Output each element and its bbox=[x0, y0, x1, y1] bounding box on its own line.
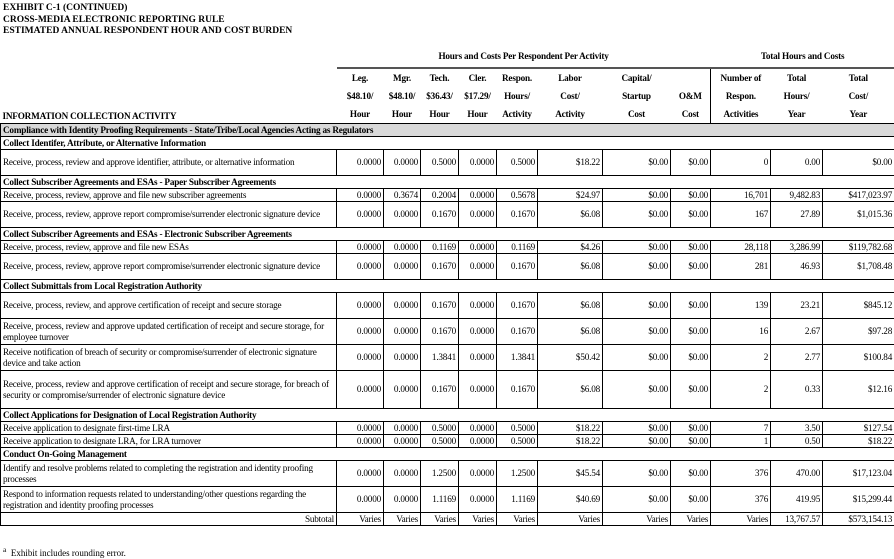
column-header-line: O&M bbox=[678, 91, 702, 101]
activity-label: Receive, process, review and approve certification of receipt and secure storage, for breach of security or compromise/surrender of electronic signature device bbox=[1, 371, 337, 409]
value-cell: 0.0000 bbox=[384, 150, 421, 176]
column-header-line: Cost/ bbox=[560, 91, 580, 101]
value-cell: 0.0000 bbox=[459, 241, 497, 254]
value-cell: $18.22 bbox=[538, 150, 603, 176]
value-cell: 0.0000 bbox=[384, 345, 421, 371]
value-cell: 46.93 bbox=[771, 254, 823, 280]
section-banner: Compliance with Identity Proofing Requirements - State/Tribe/Local Agencies Acting as Regulators bbox=[1, 124, 894, 137]
column-header-line: Total bbox=[787, 73, 807, 83]
subtotal-cell: Varies bbox=[459, 513, 497, 526]
value-cell: $1,708.48 bbox=[823, 254, 894, 280]
value-cell: $1,015.36 bbox=[823, 202, 894, 228]
value-cell: $0.00 bbox=[671, 293, 711, 319]
column-header-line: Capital/ bbox=[621, 73, 652, 83]
group-totals: Total Hours and Costs bbox=[760, 51, 845, 61]
column-header-line: Number of bbox=[720, 73, 762, 83]
group-per-activity: Hours and Costs Per Respondent Per Activity bbox=[438, 51, 609, 61]
column-header-line: Hour bbox=[429, 109, 450, 119]
activity-label: Receive, process, review, and approve certification of receipt and secure storage bbox=[1, 293, 337, 319]
activity-label: Receive, process, review and approve updated certification of receipt and secure storage, for employee turnover bbox=[1, 319, 337, 345]
table-row bbox=[1, 254, 894, 280]
value-cell: 0.0000 bbox=[337, 241, 384, 254]
activity-label: Receive notification of breach of security or compromise/surrender of electronic signature device and take action bbox=[1, 345, 337, 371]
column-header-line: Total bbox=[848, 73, 868, 83]
value-cell: $6.08 bbox=[538, 371, 603, 409]
value-cell: $0.00 bbox=[603, 293, 671, 319]
value-cell: 0.1670 bbox=[497, 202, 538, 228]
value-cell: $24.97 bbox=[538, 189, 603, 202]
column-header bbox=[384, 68, 421, 124]
column-header-line bbox=[671, 69, 711, 87]
column-header-line: Activity bbox=[502, 109, 532, 119]
value-cell: $15,299.44 bbox=[823, 487, 894, 513]
section-title: Collect Submittals from Local Registration Authority bbox=[1, 280, 894, 293]
value-cell: 0.0000 bbox=[337, 461, 384, 487]
value-cell: 419.95 bbox=[771, 487, 823, 513]
value-cell: 0.0000 bbox=[337, 422, 384, 435]
value-cell: 0.0000 bbox=[459, 487, 497, 513]
value-cell: 0.5000 bbox=[497, 422, 538, 435]
activity-label: Respond to information requests related to understanding/other questions regarding the registration and identity proofing processes bbox=[1, 487, 337, 513]
value-cell: 0.0000 bbox=[384, 319, 421, 345]
value-cell: $845.12 bbox=[823, 293, 894, 319]
value-cell: 2.67 bbox=[771, 319, 823, 345]
value-cell: $127.54 bbox=[823, 422, 894, 435]
column-header-line: $36.43/ bbox=[426, 91, 453, 101]
value-cell: $12.16 bbox=[823, 371, 894, 409]
subtotal-cell: Varies bbox=[671, 513, 711, 526]
value-cell: 0.0000 bbox=[459, 319, 497, 345]
value-cell: 0.1670 bbox=[421, 202, 459, 228]
value-cell: 0.00 bbox=[771, 150, 823, 176]
value-cell: $0.00 bbox=[603, 241, 671, 254]
value-cell: 1 bbox=[711, 435, 771, 448]
value-cell: $6.08 bbox=[538, 202, 603, 228]
column-header-line: Cost bbox=[627, 109, 646, 119]
value-cell: 0.0000 bbox=[459, 371, 497, 409]
table-row bbox=[1, 319, 894, 345]
value-cell: 0.0000 bbox=[337, 150, 384, 176]
table-row bbox=[1, 371, 894, 409]
value-cell: 0.0000 bbox=[384, 461, 421, 487]
value-cell: $100.84 bbox=[823, 345, 894, 371]
value-cell: 0.0000 bbox=[337, 293, 384, 319]
value-cell: $0.00 bbox=[671, 435, 711, 448]
footnote bbox=[3, 545, 126, 558]
value-cell: 0.0000 bbox=[459, 435, 497, 448]
value-cell: $0.00 bbox=[671, 189, 711, 202]
value-cell: $0.00 bbox=[603, 345, 671, 371]
column-header bbox=[711, 68, 771, 124]
column-header-line: $48.10/ bbox=[346, 91, 374, 101]
value-cell: 281 bbox=[711, 254, 771, 280]
value-cell: $0.00 bbox=[603, 202, 671, 228]
value-cell: 0.0000 bbox=[459, 202, 497, 228]
activity-label: Receive application to designate first-time LRA bbox=[1, 422, 337, 435]
column-header-line: Tech. bbox=[429, 73, 450, 83]
value-cell: 0.0000 bbox=[459, 189, 497, 202]
value-cell: $0.00 bbox=[603, 150, 671, 176]
value-cell: 0.0000 bbox=[384, 254, 421, 280]
value-cell: 139 bbox=[711, 293, 771, 319]
column-header bbox=[459, 68, 497, 124]
value-cell: $6.08 bbox=[538, 293, 603, 319]
value-cell: 0.0000 bbox=[337, 202, 384, 228]
value-cell: 0.1670 bbox=[497, 254, 538, 280]
value-cell: 9,482.83 bbox=[771, 189, 823, 202]
column-header-line: Respon. bbox=[502, 73, 532, 83]
value-cell: 27.89 bbox=[771, 202, 823, 228]
burden-table bbox=[0, 46, 894, 526]
column-header bbox=[538, 68, 603, 124]
value-cell: 0.0000 bbox=[459, 293, 497, 319]
value-cell: 0.0000 bbox=[384, 422, 421, 435]
activity-label: Receive, process, review, approve and file new subscriber agreements bbox=[1, 189, 337, 202]
value-cell: 1.1169 bbox=[497, 487, 538, 513]
section-title: Collect Subscriber Agreements and ESAs - Electronic Subscriber Agreements bbox=[1, 228, 894, 241]
table-row bbox=[1, 150, 894, 176]
value-cell: $0.00 bbox=[603, 461, 671, 487]
value-cell: 0.0000 bbox=[384, 293, 421, 319]
value-cell: 3.50 bbox=[771, 422, 823, 435]
value-cell: 0.1670 bbox=[497, 319, 538, 345]
column-header bbox=[603, 68, 671, 124]
value-cell: $50.42 bbox=[538, 345, 603, 371]
value-cell: $119,782.68 bbox=[823, 241, 894, 254]
column-header-line: Hours/ bbox=[504, 91, 530, 101]
value-cell: $0.00 bbox=[603, 422, 671, 435]
value-cell: $0.00 bbox=[671, 487, 711, 513]
value-cell: $45.54 bbox=[538, 461, 603, 487]
column-header bbox=[671, 68, 711, 124]
column-header-row bbox=[1, 68, 894, 124]
value-cell: 0.0000 bbox=[459, 254, 497, 280]
value-cell: 0.0000 bbox=[459, 150, 497, 176]
value-cell: 1.1169 bbox=[421, 487, 459, 513]
column-header-line: Cler. bbox=[468, 73, 487, 83]
value-cell: $18.22 bbox=[823, 435, 894, 448]
activity-label: Identify and resolve problems related to completing the registration and identity proofing processes bbox=[1, 461, 337, 487]
value-cell: 0.0000 bbox=[459, 461, 497, 487]
column-header-line: Activity bbox=[555, 109, 585, 119]
value-cell: 0.5000 bbox=[497, 435, 538, 448]
table-row bbox=[1, 435, 894, 448]
value-cell: $0.00 bbox=[671, 319, 711, 345]
subtotal-cell: 13,767.57 bbox=[771, 513, 823, 526]
value-cell: 2 bbox=[711, 371, 771, 409]
section-title: Collect Subscriber Agreements and ESAs - Paper Subscriber Agreements bbox=[1, 176, 894, 189]
value-cell: $0.00 bbox=[671, 371, 711, 409]
value-cell: 0.0000 bbox=[384, 435, 421, 448]
value-cell: 2 bbox=[711, 345, 771, 371]
value-cell: $97.28 bbox=[823, 319, 894, 345]
value-cell: 0.0000 bbox=[384, 202, 421, 228]
value-cell: 0.0000 bbox=[384, 487, 421, 513]
value-cell: $0.00 bbox=[671, 422, 711, 435]
subtotal-label: Subtotal bbox=[1, 513, 337, 526]
column-header-line: Year bbox=[849, 109, 868, 119]
value-cell: $17,123.04 bbox=[823, 461, 894, 487]
subtotal-cell: Varies bbox=[538, 513, 603, 526]
value-cell: $0.00 bbox=[671, 254, 711, 280]
value-cell: 0.0000 bbox=[459, 345, 497, 371]
value-cell: $0.00 bbox=[603, 487, 671, 513]
value-cell: 376 bbox=[711, 487, 771, 513]
value-cell: 0.5000 bbox=[421, 150, 459, 176]
table-row bbox=[1, 487, 894, 513]
value-cell: 0.0000 bbox=[384, 371, 421, 409]
section-title: Collect Identifer, Attribute, or Alternative Information bbox=[1, 137, 894, 150]
value-cell: 0.0000 bbox=[459, 422, 497, 435]
value-cell: 0.0000 bbox=[337, 345, 384, 371]
value-cell: $0.00 bbox=[603, 319, 671, 345]
value-cell: 28,118 bbox=[711, 241, 771, 254]
activity-label: Receive application to designate LRA, for LRA turnover bbox=[1, 435, 337, 448]
section-title: Conduct On-Going Management bbox=[1, 448, 894, 461]
subtotal-cell: Varies bbox=[337, 513, 384, 526]
value-cell: $0.00 bbox=[603, 371, 671, 409]
column-header-line: Labor bbox=[558, 73, 582, 83]
subtotal-cell: Varies bbox=[421, 513, 459, 526]
value-cell: $0.00 bbox=[603, 435, 671, 448]
value-cell: 0.0000 bbox=[337, 371, 384, 409]
value-cell: $40.69 bbox=[538, 487, 603, 513]
value-cell: 16 bbox=[711, 319, 771, 345]
value-cell: 0.1169 bbox=[497, 241, 538, 254]
value-cell: $18.22 bbox=[538, 422, 603, 435]
column-header bbox=[497, 68, 538, 124]
subtotal-cell: $573,154.13 bbox=[823, 513, 894, 526]
column-header-line: Mgr. bbox=[393, 73, 411, 83]
value-cell: 2.77 bbox=[771, 345, 823, 371]
value-cell: 0.0000 bbox=[384, 241, 421, 254]
value-cell: 0.1670 bbox=[421, 254, 459, 280]
value-cell: 0.1670 bbox=[421, 319, 459, 345]
value-cell: 0.33 bbox=[771, 371, 823, 409]
value-cell: $4.26 bbox=[538, 241, 603, 254]
value-cell: 0.0000 bbox=[337, 189, 384, 202]
value-cell: 1.3841 bbox=[421, 345, 459, 371]
activity-column-header: INFORMATION COLLECTION ACTIVITY bbox=[2, 111, 177, 121]
column-header-line: Hour bbox=[391, 109, 413, 119]
value-cell: 0.0000 bbox=[337, 487, 384, 513]
subtotal-cell: Varies bbox=[711, 513, 771, 526]
value-cell: 0.1670 bbox=[497, 293, 538, 319]
footnote-mark: a bbox=[3, 545, 7, 554]
column-header-line: Respon. bbox=[725, 91, 756, 101]
table-row bbox=[1, 293, 894, 319]
value-cell: $0.00 bbox=[671, 461, 711, 487]
value-cell: $18.22 bbox=[538, 435, 603, 448]
table-row bbox=[1, 422, 894, 435]
column-header-line: Cost/ bbox=[848, 91, 869, 101]
value-cell: $6.08 bbox=[538, 254, 603, 280]
value-cell: 0.2004 bbox=[421, 189, 459, 202]
value-cell: 0.1670 bbox=[421, 293, 459, 319]
exhibit-title bbox=[0, 0, 894, 38]
subtotal-cell: Varies bbox=[497, 513, 538, 526]
value-cell: 0.3674 bbox=[384, 189, 421, 202]
column-header bbox=[823, 68, 894, 124]
activity-label: Receive, process, review and approve identifier, attribute, or alternative information bbox=[1, 150, 337, 176]
subtotal-cell: Varies bbox=[603, 513, 671, 526]
value-cell: 0.0000 bbox=[337, 254, 384, 280]
value-cell: $0.00 bbox=[823, 150, 894, 176]
footnote-text: Exhibit includes rounding error. bbox=[10, 548, 126, 558]
value-cell: 1.2500 bbox=[497, 461, 538, 487]
table-row bbox=[1, 241, 894, 254]
value-cell: 23.21 bbox=[771, 293, 823, 319]
column-header-line: Startup bbox=[622, 91, 651, 101]
value-cell: 376 bbox=[711, 461, 771, 487]
value-cell: $417,023.97 bbox=[823, 189, 894, 202]
value-cell: $0.00 bbox=[671, 202, 711, 228]
value-cell: 7 bbox=[711, 422, 771, 435]
section-title: Collect Applications for Designation of Local Registration Authority bbox=[1, 409, 894, 422]
value-cell: 470.00 bbox=[771, 461, 823, 487]
value-cell: $6.08 bbox=[538, 319, 603, 345]
column-header-line: Activities bbox=[723, 109, 759, 119]
value-cell: 0.1670 bbox=[421, 371, 459, 409]
column-header-line: Hour bbox=[349, 109, 371, 119]
column-header-line: Year bbox=[787, 109, 806, 119]
value-cell: $0.00 bbox=[603, 254, 671, 280]
activity-label: Receive, process, review, approve report compromise/surrender electronic signature device bbox=[1, 254, 337, 280]
table-row bbox=[1, 461, 894, 487]
table-row bbox=[1, 189, 894, 202]
value-cell: 0.0000 bbox=[337, 319, 384, 345]
column-header-line: Cost bbox=[681, 109, 699, 119]
value-cell: 1.2500 bbox=[421, 461, 459, 487]
value-cell: 0.5000 bbox=[421, 435, 459, 448]
title-line: EXHIBIT C-1 (CONTINUED) bbox=[3, 3, 128, 13]
value-cell: 0.5000 bbox=[497, 150, 538, 176]
column-header bbox=[771, 68, 823, 124]
value-cell: 16,701 bbox=[711, 189, 771, 202]
value-cell: 0.5678 bbox=[497, 189, 538, 202]
value-cell: 0 bbox=[711, 150, 771, 176]
table-row bbox=[1, 345, 894, 371]
activity-label: Receive, process, review, approve report compromise/surrender electronic signature device bbox=[1, 202, 337, 228]
value-cell: 0.0000 bbox=[337, 435, 384, 448]
value-cell: 0.50 bbox=[771, 435, 823, 448]
value-cell: $0.00 bbox=[671, 150, 711, 176]
subtotal-cell: Varies bbox=[384, 513, 421, 526]
column-header-line: Hour bbox=[467, 109, 488, 119]
value-cell: $0.00 bbox=[671, 241, 711, 254]
value-cell: 0.5000 bbox=[421, 422, 459, 435]
column-header bbox=[421, 68, 459, 124]
value-cell: 3,286.99 bbox=[771, 241, 823, 254]
value-cell: 1.3841 bbox=[497, 345, 538, 371]
table-row bbox=[1, 202, 894, 228]
value-cell: 0.1169 bbox=[421, 241, 459, 254]
value-cell: 0.1670 bbox=[497, 371, 538, 409]
value-cell: $0.00 bbox=[603, 189, 671, 202]
column-header-line: $17.29/ bbox=[464, 91, 491, 101]
title-line: ESTIMATED ANNUAL RESPONDENT HOUR AND COST BURDEN bbox=[3, 26, 293, 36]
value-cell: $0.00 bbox=[671, 345, 711, 371]
value-cell: 167 bbox=[711, 202, 771, 228]
column-header-line: $48.10/ bbox=[388, 91, 416, 101]
column-header bbox=[337, 68, 384, 124]
column-header-line: Leg. bbox=[351, 73, 369, 83]
title-line: CROSS-MEDIA ELECTRONIC REPORTING RULE bbox=[3, 14, 225, 25]
activity-label: Receive, process, review, approve and file new ESAs bbox=[1, 241, 337, 254]
column-header-line: Hours/ bbox=[783, 91, 810, 101]
